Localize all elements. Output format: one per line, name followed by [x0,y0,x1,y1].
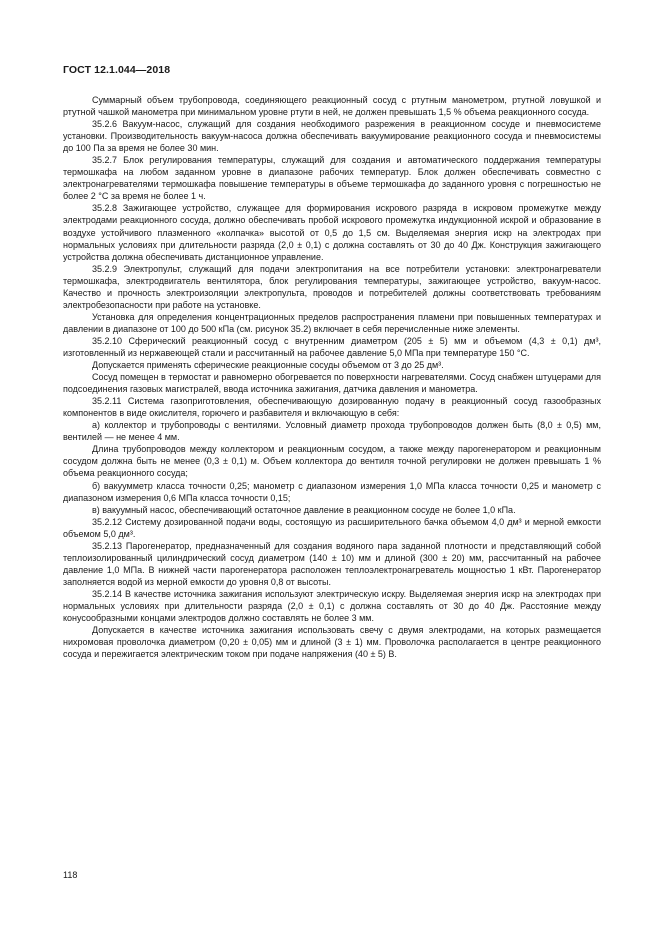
paragraph: Сосуд помещен в термостат и равномерно обогревается по поверхности нагревателями. Сосуд снабжен штуцерами для подсоединения газовых магистралей, ввода источника зажигания, датчика давления и манометра. [63,372,601,395]
paragraph: 35.2.7 Блок регулирования температуры, служащий для создания и автоматического поддержания температуры термошкафа на любом заданном уровне в диапазоне рабочих температур. Блок должен обеспечивать совместно с электронагревателями термошкафа повышение температуры в объеме термошкафа до заданного уровня с погрешностью не более 2 °С за время не более 1 ч. [63,155,601,202]
paragraph: Допускается в качестве источника зажигания использовать свечу с двумя электродами, на которых размещается нихромовая проволочка диаметром (0,20 ± 0,05) мм и длиной (3 ± 1) мм. Проволочка располагается в центре реакционного сосуда и пережигается электрическим током при подаче напряжения (40 ± 5) В. [63,625,601,660]
paragraph: 35.2.14 В качестве источника зажигания используют электрическую искру. Выделяемая энергия искр на электродах при нормальных условиях при длительности разряда (2,0 ± 0,1) с должна составлять от 30 до 40 Дж. Расстояние между конусообразными концами электродов должно составлять не более 3 мм. [63,588,601,624]
page-number: 118 [63,870,78,880]
paragraph: 35.2.10 Сферический реакционный сосуд с внутренним диаметром (205 ± 5) мм и объемом (4,3 ± 0,1) дм³, изготовленный из нержавеющей стали и рассчитанный на рабочее давление 5,0 МПа при температуре 150 °С. [63,335,601,358]
list-item: а) коллектор и трубопроводы с вентилями. Условный диаметр прохода трубопроводов должен быть (8,0 ± 0,5) мм, вентилей — не менее 4 мм. [63,420,601,443]
paragraph: 35.2.13 Парогенератор, предназначенный для создания водяного пара заданной плотности и представляющий собой теплоизолированный цилиндрический сосуд диаметром (140 ± 10) мм и длиной (300 ± 20) мм, рассчитанный на рабочее давление 1,0 МПа. В нижней части парогенератора расположен теплоэлектронагреватель мощностью 1 кВт. Парогенератор заполняется водой из мерной емкости до уровня 0,8 от высоты. [63,540,601,587]
paragraph: 35.2.6 Вакуум-насос, служащий для создания необходимого разрежения в реакционном сосуде и пневмосистеме установки. Производительность вакуум-насоса должна обеспечивать вакуумирование реакционного сосуда и пневмосистемы до 100 Па за время не более 30 мин. [63,119,601,154]
list-item: в) вакуумный насос, обеспечивающий остаточное давление в реакционном сосуде не более 1,0 кПа. [92,504,516,515]
paragraph: 35.2.12 Систему дозированной подачи воды, состоящую из расширительного бачка объемом 4,0 дм³ и мерной емкости объемом 5,0 дм³. [63,516,601,539]
document-body [63,94,601,660]
paragraph: Установка для определения концентрационных пределов распространения пламени при повышенных температурах и давлении в диапазоне от 100 до 500 кПа (см. рисунок 35.2) включает в себя перечисленные ниже элементы. [63,311,601,334]
paragraph: Длина трубопроводов между коллектором и реакционным сосудом, а также между парогенератором и реакционным сосудом должна быть не менее (0,3 ± 0,1) м. Объем коллектора до вентиля точной регулировки не должен превышать 1 % объема реакционного сосуда; [63,444,601,479]
paragraph: 35.2.11 Система газоприготовления, обеспечивающую дозированную подачу в реакционный сосуд газообразных компонентов в виде окислителя, горючего и разбавителя и включающую в себя: [63,396,601,419]
paragraph: Допускается применять сферические реакционные сосуды объемом от 3 до 25 дм³. [92,360,444,371]
paragraph: 35.2.8 Зажигающее устройство, служащее для формирования искрового разряда в искровом промежутке между электродами реакционного сосуда, должно обеспечивать пробой искрового промежутка индукционной искрой и образование в воздухе устойчивого плазменного «колпачка» высотой от 0,5 до 1,5 см. Выделяемая энергия искр на электродах при нормальных условиях при длительности разряда (2,0 ± 0,1) с должна составлять от 30 до 40 Дж. Конструкция зажигающего устройства должна обеспечивать дистанционное управление. [63,203,601,262]
paragraph: 35.2.9 Электропульт, служащий для подачи электропитания на все потребители установки: электронагреватели термошкафа, электродвигатель вентилятора, блок регулирования температуры, зажигающее устройство, вакуум-насос. Качество и прочность электроизоляции электропульта, проводов и потребителей должны соответствовать требованиям электробезопасности при работе на установке. [63,263,601,310]
paragraph: Суммарный объем трубопровода, соединяющего реакционный сосуд с ртутным манометром, ртутной ловушкой и ртутной чашкой манометра при минимальном уровне ртути в ней, не должен превышать 1,5 % объема реакционного сосуда. [63,95,601,118]
list-item: б) вакуумметр класса точности 0,25; манометр с диапазоном измерения 1,0 МПа класса точности 0,25 и манометр с диапазоном измерения 0,6 МПа класса точности 0,15; [63,480,601,503]
document-header: ГОСТ 12.1.044—2018 [63,64,171,76]
